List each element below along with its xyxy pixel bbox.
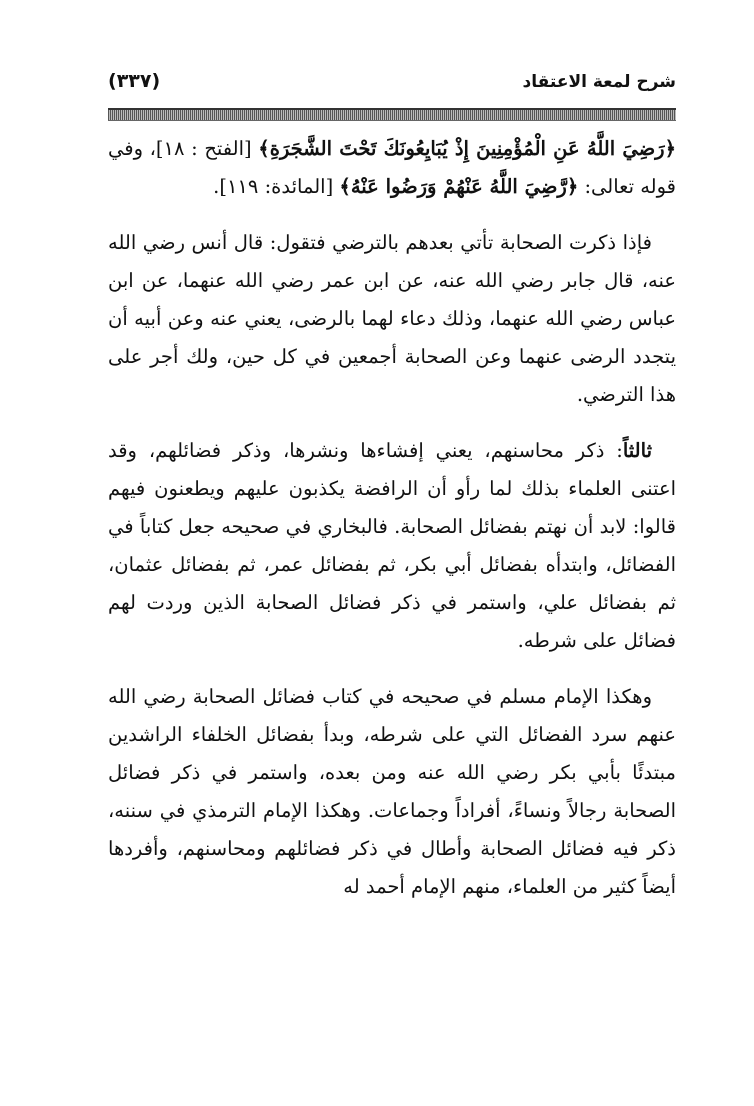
- running-title: شرح لمعة الاعتقاد: [522, 72, 676, 92]
- header-divider: [108, 108, 676, 121]
- verse-reference-1: [الفتح : ١٨]، وفي قوله تعالى:: [108, 137, 676, 198]
- paragraph-4: وهكذا الإمام مسلم في صحيحه في كتاب فضائل الصحابة رضي الله عنهم سرد الفضائل التي على شرطه، وبدأ بفضائل الخلفاء الراشدين مبتدئًا بأبي بكر رضي الله عنه ومن بعده، واستمر في ذكر فضائل الصحابة رجالاً ونساءً، أفراداً وجماعات. وهكذا الإمام الترمذي في سننه، ذكر فيه فضائل الصحابة وأطال في ذكر فضائلهم ومحاسنهم، وأفردها أيضاً كثير من العلماء، منهم الإمام أحمد له: [108, 685, 676, 898]
- page-header: [108, 66, 676, 100]
- quran-verse-1: ﴿رَضِيَ اللَّهُ عَنِ الْمُؤْمِنِينَ إِذْ يُبَايِعُونَكَ تَحْتَ الشَّجَرَةِ﴾: [258, 137, 677, 160]
- paragraph-lead: ثالثاً: [622, 439, 652, 462]
- page-body: [108, 130, 676, 924]
- page-number: (٣٣٧): [108, 70, 161, 92]
- paragraph-3-text: : ذكر محاسنهم، يعني إفشاءها ونشرها، وذكر فضائلهم، وقد اعتنى العلماء بذلك لما رأو أن الرافضة يكذبون عليهم ويطعنون فيهم قالوا: لابد أن نهتم بفضائل الصحابة. فالبخاري في صحيحه جعل كتاباً في الفضائل، وابتدأه بفضائل أبي بكر، ثم بفضائل عمر، ثم بفضائل عثمان، ثم بفضائل علي، واستمر في ذكر فضائل الصحابة الذين وردت لهم فضائل على شرطه.: [108, 439, 676, 652]
- paragraph-1: [108, 130, 676, 206]
- paragraph-2: فإذا ذكرت الصحابة تأتي بعدهم بالترضي فتقول: قال أنس رضي الله عنه، قال جابر رضي الله عنه، عن ابن عمر رضي الله عنهما، عن ابن عباس رضي الله عنهما، وذلك دعاء لهما بالرضى، يعني عنه وعن أبيه أن يتجدد الرضى عنهما وعن الصحابة أجمعين في كل حين، ولك أجر على هذا الترضي.: [108, 231, 676, 406]
- verse-reference-2: [المائدة: ١١٩].: [213, 175, 340, 198]
- paragraph-3: [108, 432, 676, 660]
- quran-verse-2: ﴿رَّضِيَ اللَّهُ عَنْهُمْ وَرَضُوا عَنْهُ﴾: [339, 175, 579, 198]
